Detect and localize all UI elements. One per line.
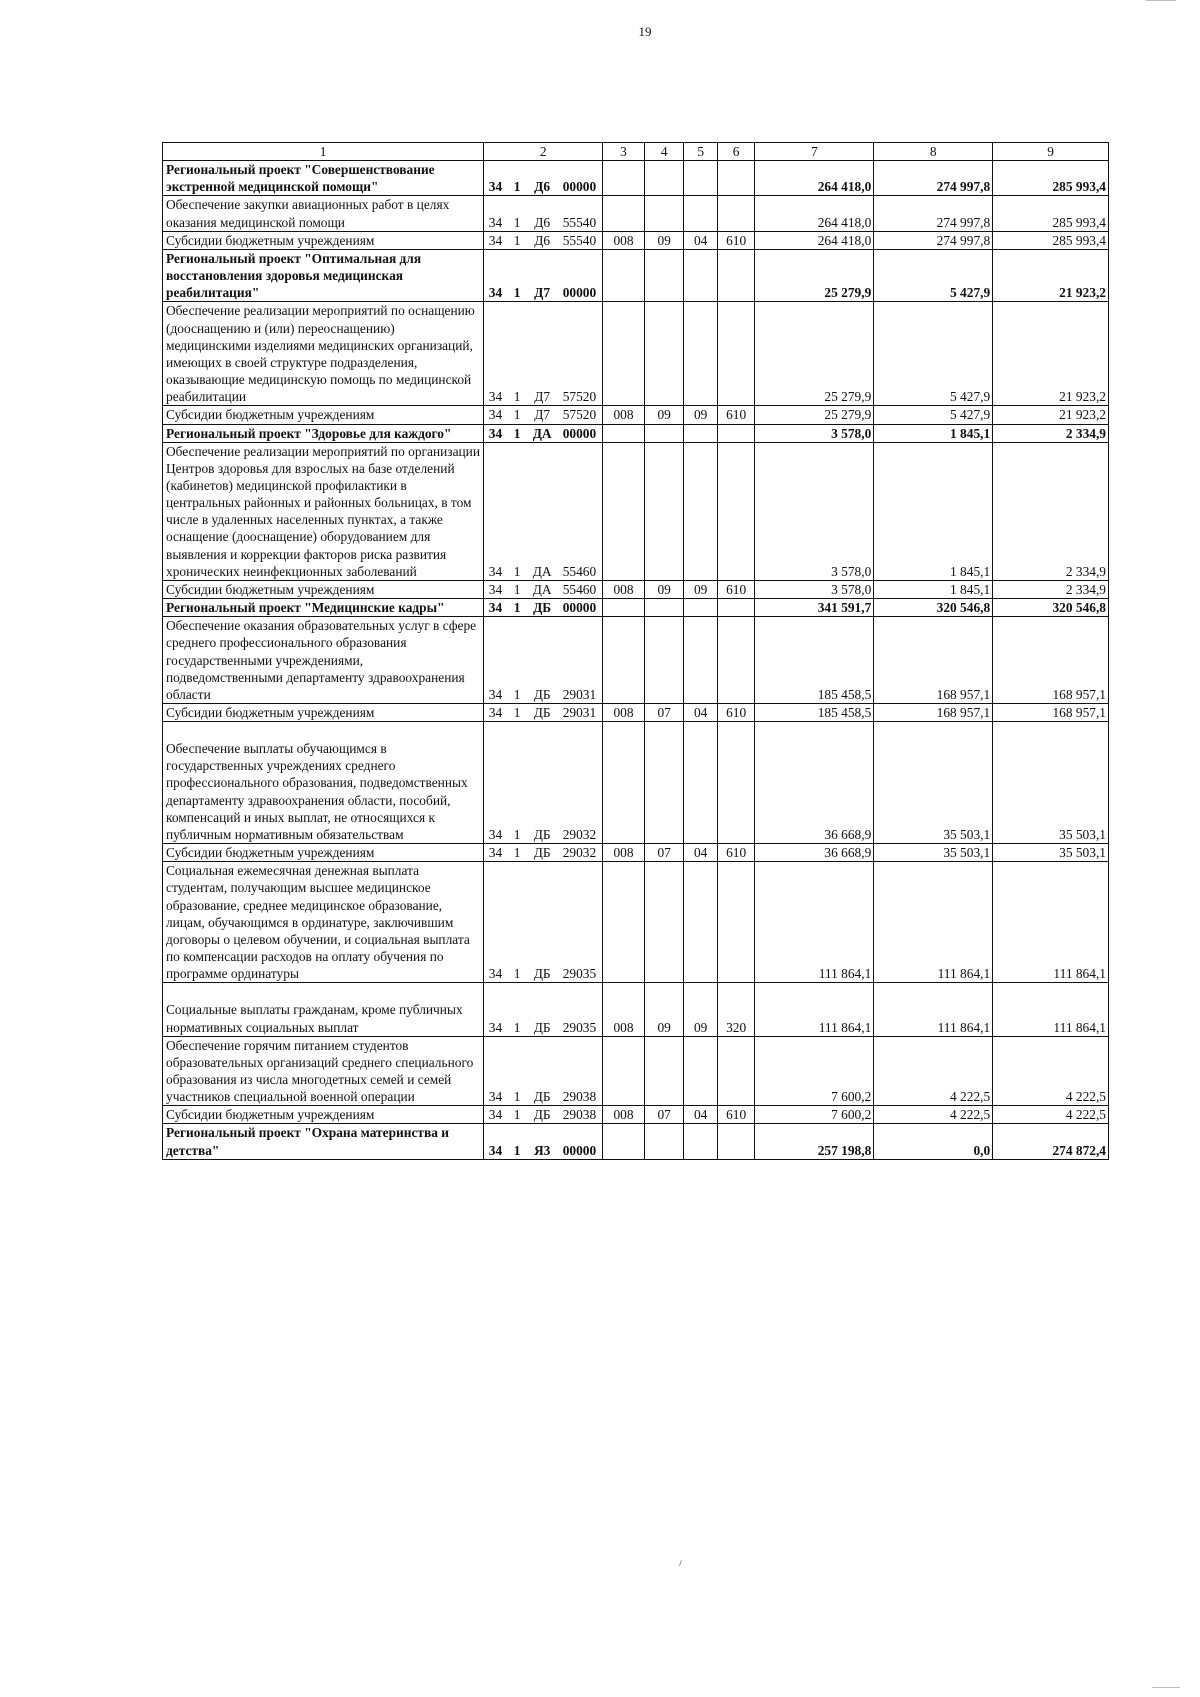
- code-part-direction: 57520: [557, 406, 603, 424]
- code-part-subprogram: 1: [507, 196, 528, 231]
- row-name: Региональный проект "Здоровье для каждого": [163, 424, 484, 442]
- table-row: [163, 704, 1109, 722]
- code-part-project: ДБ: [528, 862, 557, 983]
- expense-type-code: 610: [717, 704, 755, 722]
- subsection-code: 04: [684, 704, 717, 722]
- amount-col-9: 2 334,9: [993, 442, 1109, 580]
- amount-col-9: 168 957,1: [993, 704, 1109, 722]
- row-name: Субсидии бюджетным учреждениям: [163, 580, 484, 598]
- code-part-direction: 29031: [557, 704, 603, 722]
- subsection-code: [684, 249, 717, 301]
- amount-col-8: 5 427,9: [874, 302, 993, 406]
- expense-type-code: [717, 617, 755, 704]
- ministry-code: [603, 1124, 645, 1159]
- code-part-program: 34: [484, 231, 507, 249]
- section-code: 07: [644, 844, 684, 862]
- code-part-direction: 29038: [557, 1036, 603, 1106]
- code-part-program: 34: [484, 442, 507, 580]
- ministry-code: [603, 617, 645, 704]
- table-row: [163, 1106, 1109, 1124]
- row-name: Обеспечение реализации мероприятий по организации Центров здоровья для взрослых на базе отделений (кабинетов) медицинской профилактики в центральных районных и районных больницах, в том числе в удаленных населенных пунктах, а также оснащение (дооснащение) оборудованием для выявления и коррекции факторов риска развития хронических неинфекционных заболеваний: [163, 442, 484, 580]
- code-part-direction: 00000: [557, 424, 603, 442]
- table-row: [163, 862, 1109, 983]
- code-part-direction: 29032: [557, 844, 603, 862]
- amount-col-9: 285 993,4: [993, 161, 1109, 196]
- row-name: Субсидии бюджетным учреждениям: [163, 704, 484, 722]
- amount-col-9: 35 503,1: [993, 722, 1109, 844]
- subsection-code: [684, 442, 717, 580]
- code-part-subprogram: 1: [507, 1124, 528, 1159]
- subsection-code: 09: [684, 580, 717, 598]
- ministry-code: [603, 161, 645, 196]
- code-part-direction: 00000: [557, 249, 603, 301]
- ministry-code: [603, 302, 645, 406]
- code-part-subprogram: 1: [507, 580, 528, 598]
- expense-type-code: 610: [717, 1106, 755, 1124]
- code-part-direction: 29032: [557, 722, 603, 844]
- amount-col-8: 4 222,5: [874, 1036, 993, 1106]
- code-part-direction: 55460: [557, 442, 603, 580]
- code-part-program: 34: [484, 1106, 507, 1124]
- row-name: Региональный проект "Медицинские кадры": [163, 599, 484, 617]
- expense-type-code: 320: [717, 983, 755, 1036]
- ministry-code: 008: [603, 704, 645, 722]
- code-part-project: ДБ: [528, 704, 557, 722]
- page-number: 19: [638, 24, 652, 39]
- amount-col-7: 185 458,5: [755, 704, 874, 722]
- code-part-program: 34: [484, 302, 507, 406]
- table-row: [163, 722, 1109, 844]
- code-part-direction: 29038: [557, 1106, 603, 1124]
- code-part-subprogram: 1: [507, 231, 528, 249]
- amount-col-8: 320 546,8: [874, 599, 993, 617]
- row-name: Обеспечение оказания образовательных услуг в сфере среднего профессионального образования государственными учреждениями, подведомственными департаменту здравоохранения области: [163, 617, 484, 704]
- budget-table: [162, 142, 1109, 1160]
- amount-col-7: 264 418,0: [755, 196, 874, 231]
- amount-col-7: 341 591,7: [755, 599, 874, 617]
- code-part-subprogram: 1: [507, 722, 528, 844]
- subsection-code: [684, 599, 717, 617]
- code-part-program: 34: [484, 983, 507, 1036]
- code-part-project: ДБ: [528, 844, 557, 862]
- ministry-code: [603, 249, 645, 301]
- expense-type-code: [717, 196, 755, 231]
- code-part-project: Я3: [528, 1124, 557, 1159]
- code-part-direction: 00000: [557, 161, 603, 196]
- section-code: [644, 424, 684, 442]
- row-name: Социальная ежемесячная денежная выплата студентам, получающим высшее медицинское образование, среднее медицинское образование, лицам, обучающимся в ординатуре, заключившим договоры о целевом обучении, и социальная выплата по компенсации расходов на оплату обучения по программе ординатуры: [163, 862, 484, 983]
- code-part-subprogram: 1: [507, 844, 528, 862]
- code-part-subprogram: 1: [507, 1106, 528, 1124]
- amount-col-8: 274 997,8: [874, 231, 993, 249]
- code-part-direction: 55540: [557, 196, 603, 231]
- section-code: [644, 599, 684, 617]
- table-row: [163, 424, 1109, 442]
- code-part-subprogram: 1: [507, 862, 528, 983]
- column-header-5: 5: [684, 143, 717, 161]
- subsection-code: [684, 1124, 717, 1159]
- section-code: [644, 249, 684, 301]
- amount-col-8: 35 503,1: [874, 722, 993, 844]
- ministry-code: [603, 442, 645, 580]
- section-code: 09: [644, 580, 684, 598]
- expense-type-code: [717, 862, 755, 983]
- amount-col-8: 1 845,1: [874, 580, 993, 598]
- amount-col-9: 111 864,1: [993, 862, 1109, 983]
- code-part-project: ДБ: [528, 1106, 557, 1124]
- amount-col-9: 4 222,5: [993, 1036, 1109, 1106]
- code-part-project: ДБ: [528, 599, 557, 617]
- amount-col-8: 168 957,1: [874, 617, 993, 704]
- row-name: Обеспечение горячим питанием студентов образовательных организаций среднего специального образования из числа многодетных семей и семей участников специальной военной операции: [163, 1036, 484, 1106]
- amount-col-9: 2 334,9: [993, 424, 1109, 442]
- amount-col-9: 35 503,1: [993, 844, 1109, 862]
- section-code: [644, 196, 684, 231]
- amount-col-8: 274 997,8: [874, 161, 993, 196]
- section-code: 09: [644, 406, 684, 424]
- amount-col-9: 21 923,2: [993, 249, 1109, 301]
- code-part-program: 34: [484, 196, 507, 231]
- subsection-code: [684, 1036, 717, 1106]
- code-part-subprogram: 1: [507, 1036, 528, 1106]
- code-part-direction: 55460: [557, 580, 603, 598]
- section-code: 09: [644, 983, 684, 1036]
- code-part-project: ДБ: [528, 1036, 557, 1106]
- code-part-program: 34: [484, 406, 507, 424]
- table-row: [163, 161, 1109, 196]
- ministry-code: [603, 862, 645, 983]
- section-code: 07: [644, 1106, 684, 1124]
- row-name: Региональный проект "Оптимальная для восстановления здоровья медицинская реабилитация": [163, 249, 484, 301]
- amount-col-7: 25 279,9: [755, 249, 874, 301]
- row-name: Социальные выплаты гражданам, кроме публичных нормативных социальных выплат: [163, 983, 484, 1036]
- code-part-program: 34: [484, 862, 507, 983]
- section-code: [644, 617, 684, 704]
- code-part-subprogram: 1: [507, 983, 528, 1036]
- expense-type-code: [717, 424, 755, 442]
- table-row: [163, 249, 1109, 301]
- subsection-code: [684, 161, 717, 196]
- amount-col-8: 111 864,1: [874, 862, 993, 983]
- amount-col-9: 4 222,5: [993, 1106, 1109, 1124]
- amount-col-8: 1 845,1: [874, 442, 993, 580]
- expense-type-code: [717, 1036, 755, 1106]
- amount-col-9: 320 546,8: [993, 599, 1109, 617]
- code-part-project: Д6: [528, 161, 557, 196]
- scan-artifact: [1146, 0, 1176, 1]
- code-part-direction: 00000: [557, 599, 603, 617]
- ministry-code: [603, 722, 645, 844]
- subsection-code: 04: [684, 1106, 717, 1124]
- table-row: [163, 442, 1109, 580]
- amount-col-7: 25 279,9: [755, 406, 874, 424]
- expense-type-code: 610: [717, 580, 755, 598]
- amount-col-8: 1 845,1: [874, 424, 993, 442]
- code-part-direction: 29035: [557, 862, 603, 983]
- code-part-subprogram: 1: [507, 599, 528, 617]
- ministry-code: 008: [603, 1106, 645, 1124]
- expense-type-code: [717, 302, 755, 406]
- code-part-program: 34: [484, 617, 507, 704]
- expense-type-code: 610: [717, 844, 755, 862]
- column-header-6: 6: [717, 143, 755, 161]
- expense-type-code: [717, 161, 755, 196]
- amount-col-7: 25 279,9: [755, 302, 874, 406]
- table-row: [163, 599, 1109, 617]
- code-part-project: ДБ: [528, 983, 557, 1036]
- amount-col-7: 3 578,0: [755, 424, 874, 442]
- table-row: [163, 844, 1109, 862]
- amount-col-9: 168 957,1: [993, 617, 1109, 704]
- table-row: [163, 302, 1109, 406]
- subsection-code: 04: [684, 844, 717, 862]
- amount-col-7: 7 600,2: [755, 1036, 874, 1106]
- amount-col-9: 285 993,4: [993, 196, 1109, 231]
- code-part-program: 34: [484, 1124, 507, 1159]
- subsection-code: 04: [684, 231, 717, 249]
- code-part-direction: 00000: [557, 1124, 603, 1159]
- section-code: 07: [644, 704, 684, 722]
- table-row: [163, 580, 1109, 598]
- row-name: Обеспечение закупки авиационных работ в целях оказания медицинской помощи: [163, 196, 484, 231]
- scan-artifact: [1152, 1687, 1180, 1688]
- scan-artifact: [679, 1560, 682, 1566]
- code-part-program: 34: [484, 161, 507, 196]
- ministry-code: [603, 1036, 645, 1106]
- expense-type-code: [717, 599, 755, 617]
- expense-type-code: [717, 722, 755, 844]
- code-part-program: 34: [484, 424, 507, 442]
- row-name: Региональный проект "Охрана материнства и детства": [163, 1124, 484, 1159]
- column-header-8: 8: [874, 143, 993, 161]
- amount-col-7: 185 458,5: [755, 617, 874, 704]
- row-name: Обеспечение выплаты обучающимся в государственных учреждениях среднего профессионального образования, подведомственных департаменту здравоохранения области, пособий, компенсаций и иных выплат, не относящихся к публичным нормативным обязательствам: [163, 722, 484, 844]
- amount-col-8: 111 864,1: [874, 983, 993, 1036]
- section-code: [644, 862, 684, 983]
- code-part-subprogram: 1: [507, 406, 528, 424]
- expense-type-code: 610: [717, 231, 755, 249]
- table-row: [163, 1124, 1109, 1159]
- ministry-code: [603, 424, 645, 442]
- amount-col-8: 5 427,9: [874, 406, 993, 424]
- subsection-code: [684, 424, 717, 442]
- code-part-project: Д7: [528, 406, 557, 424]
- code-part-program: 34: [484, 249, 507, 301]
- column-header-3: 3: [603, 143, 645, 161]
- code-part-program: 34: [484, 704, 507, 722]
- section-code: 09: [644, 231, 684, 249]
- expense-type-code: [717, 249, 755, 301]
- table-row: [163, 1036, 1109, 1106]
- table-row: [163, 983, 1109, 1036]
- ministry-code: [603, 196, 645, 231]
- code-part-direction: 29031: [557, 617, 603, 704]
- code-part-project: ДА: [528, 424, 557, 442]
- code-part-subprogram: 1: [507, 249, 528, 301]
- row-name: Субсидии бюджетным учреждениям: [163, 406, 484, 424]
- amount-col-8: 5 427,9: [874, 249, 993, 301]
- table-row: [163, 196, 1109, 231]
- code-part-program: 34: [484, 1036, 507, 1106]
- code-part-project: Д6: [528, 196, 557, 231]
- subsection-code: 09: [684, 983, 717, 1036]
- code-part-program: 34: [484, 844, 507, 862]
- amount-col-9: 111 864,1: [993, 983, 1109, 1036]
- amount-col-7: 111 864,1: [755, 862, 874, 983]
- column-header-2: 2: [484, 143, 603, 161]
- expense-type-code: [717, 442, 755, 580]
- code-part-project: Д7: [528, 302, 557, 406]
- expense-type-code: 610: [717, 406, 755, 424]
- amount-col-7: 36 668,9: [755, 722, 874, 844]
- code-part-subprogram: 1: [507, 161, 528, 196]
- section-code: [644, 1036, 684, 1106]
- amount-col-9: 2 334,9: [993, 580, 1109, 598]
- column-header-4: 4: [644, 143, 684, 161]
- section-code: [644, 302, 684, 406]
- amount-col-7: 264 418,0: [755, 231, 874, 249]
- row-name: Субсидии бюджетным учреждениям: [163, 1106, 484, 1124]
- ministry-code: [603, 599, 645, 617]
- amount-col-7: 264 418,0: [755, 161, 874, 196]
- code-part-program: 34: [484, 722, 507, 844]
- code-part-subprogram: 1: [507, 302, 528, 406]
- row-name: Региональный проект "Совершенствование экстренной медицинской помощи": [163, 161, 484, 196]
- row-name: Субсидии бюджетным учреждениям: [163, 844, 484, 862]
- amount-col-7: 3 578,0: [755, 580, 874, 598]
- column-header-1: 1: [163, 143, 484, 161]
- amount-col-9: 21 923,2: [993, 302, 1109, 406]
- ministry-code: 008: [603, 231, 645, 249]
- code-part-subprogram: 1: [507, 617, 528, 704]
- code-part-project: ДА: [528, 580, 557, 598]
- amount-col-8: 0,0: [874, 1124, 993, 1159]
- code-part-direction: 29035: [557, 983, 603, 1036]
- subsection-code: [684, 196, 717, 231]
- amount-col-8: 274 997,8: [874, 196, 993, 231]
- amount-col-7: 111 864,1: [755, 983, 874, 1036]
- ministry-code: 008: [603, 844, 645, 862]
- table-body: [163, 143, 1109, 1160]
- table-row: [163, 406, 1109, 424]
- code-part-direction: 55540: [557, 231, 603, 249]
- amount-col-7: 7 600,2: [755, 1106, 874, 1124]
- amount-col-7: 36 668,9: [755, 844, 874, 862]
- amount-col-9: 21 923,2: [993, 406, 1109, 424]
- amount-col-9: 285 993,4: [993, 231, 1109, 249]
- code-part-project: Д7: [528, 249, 557, 301]
- amount-col-9: 274 872,4: [993, 1124, 1109, 1159]
- amount-col-7: 3 578,0: [755, 442, 874, 580]
- section-code: [644, 722, 684, 844]
- code-part-subprogram: 1: [507, 704, 528, 722]
- row-name: Субсидии бюджетным учреждениям: [163, 231, 484, 249]
- code-part-project: Д6: [528, 231, 557, 249]
- code-part-subprogram: 1: [507, 424, 528, 442]
- table-row: [163, 617, 1109, 704]
- code-part-program: 34: [484, 599, 507, 617]
- ministry-code: 008: [603, 406, 645, 424]
- section-code: [644, 442, 684, 580]
- table-row: [163, 231, 1109, 249]
- ministry-code: 008: [603, 580, 645, 598]
- column-header-9: 9: [993, 143, 1109, 161]
- code-part-program: 34: [484, 580, 507, 598]
- column-number-row: [163, 143, 1109, 161]
- amount-col-8: 35 503,1: [874, 844, 993, 862]
- subsection-code: [684, 722, 717, 844]
- row-name: Обеспечение реализации мероприятий по оснащению (дооснащению и (или) переоснащению) медицинскими изделиями медицинских организаций, имеющих в своей структуре подразделения, оказывающие медицинскую помощь по медицинской реабилитации: [163, 302, 484, 406]
- code-part-project: ДБ: [528, 722, 557, 844]
- code-part-project: ДБ: [528, 617, 557, 704]
- section-code: [644, 1124, 684, 1159]
- subsection-code: 09: [684, 406, 717, 424]
- amount-col-8: 4 222,5: [874, 1106, 993, 1124]
- code-part-direction: 57520: [557, 302, 603, 406]
- section-code: [644, 161, 684, 196]
- amount-col-8: 168 957,1: [874, 704, 993, 722]
- amount-col-7: 257 198,8: [755, 1124, 874, 1159]
- code-part-project: ДА: [528, 442, 557, 580]
- subsection-code: [684, 862, 717, 983]
- expense-type-code: [717, 1124, 755, 1159]
- code-part-subprogram: 1: [507, 442, 528, 580]
- column-header-7: 7: [755, 143, 874, 161]
- ministry-code: 008: [603, 983, 645, 1036]
- subsection-code: [684, 302, 717, 406]
- subsection-code: [684, 617, 717, 704]
